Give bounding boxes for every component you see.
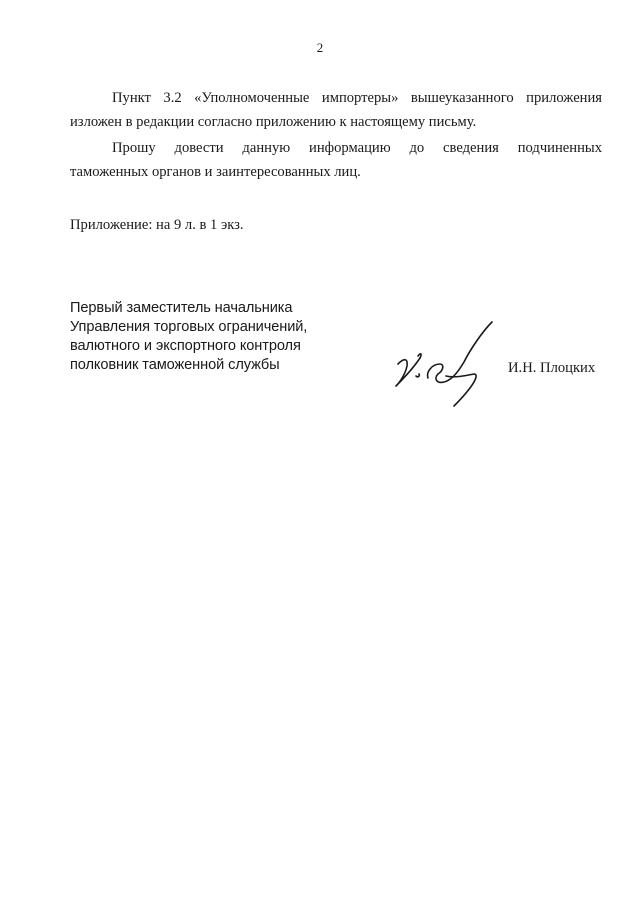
attachment-note: Приложение: на 9 л. в 1 экз.	[70, 217, 244, 233]
signatory-name: И.Н. Плоцких	[508, 360, 596, 376]
paragraph-request	[70, 136, 602, 184]
paragraph-line: Пункт 3.2 «Уполномоченные импортеры» вышеуказанного приложения	[112, 90, 602, 106]
paragraph-line: изложен в редакции согласно приложению к настоящему письму.	[70, 114, 477, 130]
signatory-position-line: полковник таможенной службы	[70, 357, 280, 373]
handwritten-signature	[388, 318, 498, 408]
paragraph-line: таможенных органов и заинтересованных лиц.	[70, 164, 361, 180]
signatory-position-line: Управления торговых ограничений,	[70, 319, 308, 335]
signatory-position	[70, 299, 307, 375]
page-number: 2	[316, 40, 324, 55]
signatory-position-line: Первый заместитель начальника	[70, 300, 293, 316]
signatory-position-line: валютного и экспортного контроля	[70, 338, 301, 354]
paragraph-line: Прошу довести данную информацию до сведения подчиненных	[112, 140, 602, 156]
paragraph-importers-clause	[70, 86, 602, 134]
